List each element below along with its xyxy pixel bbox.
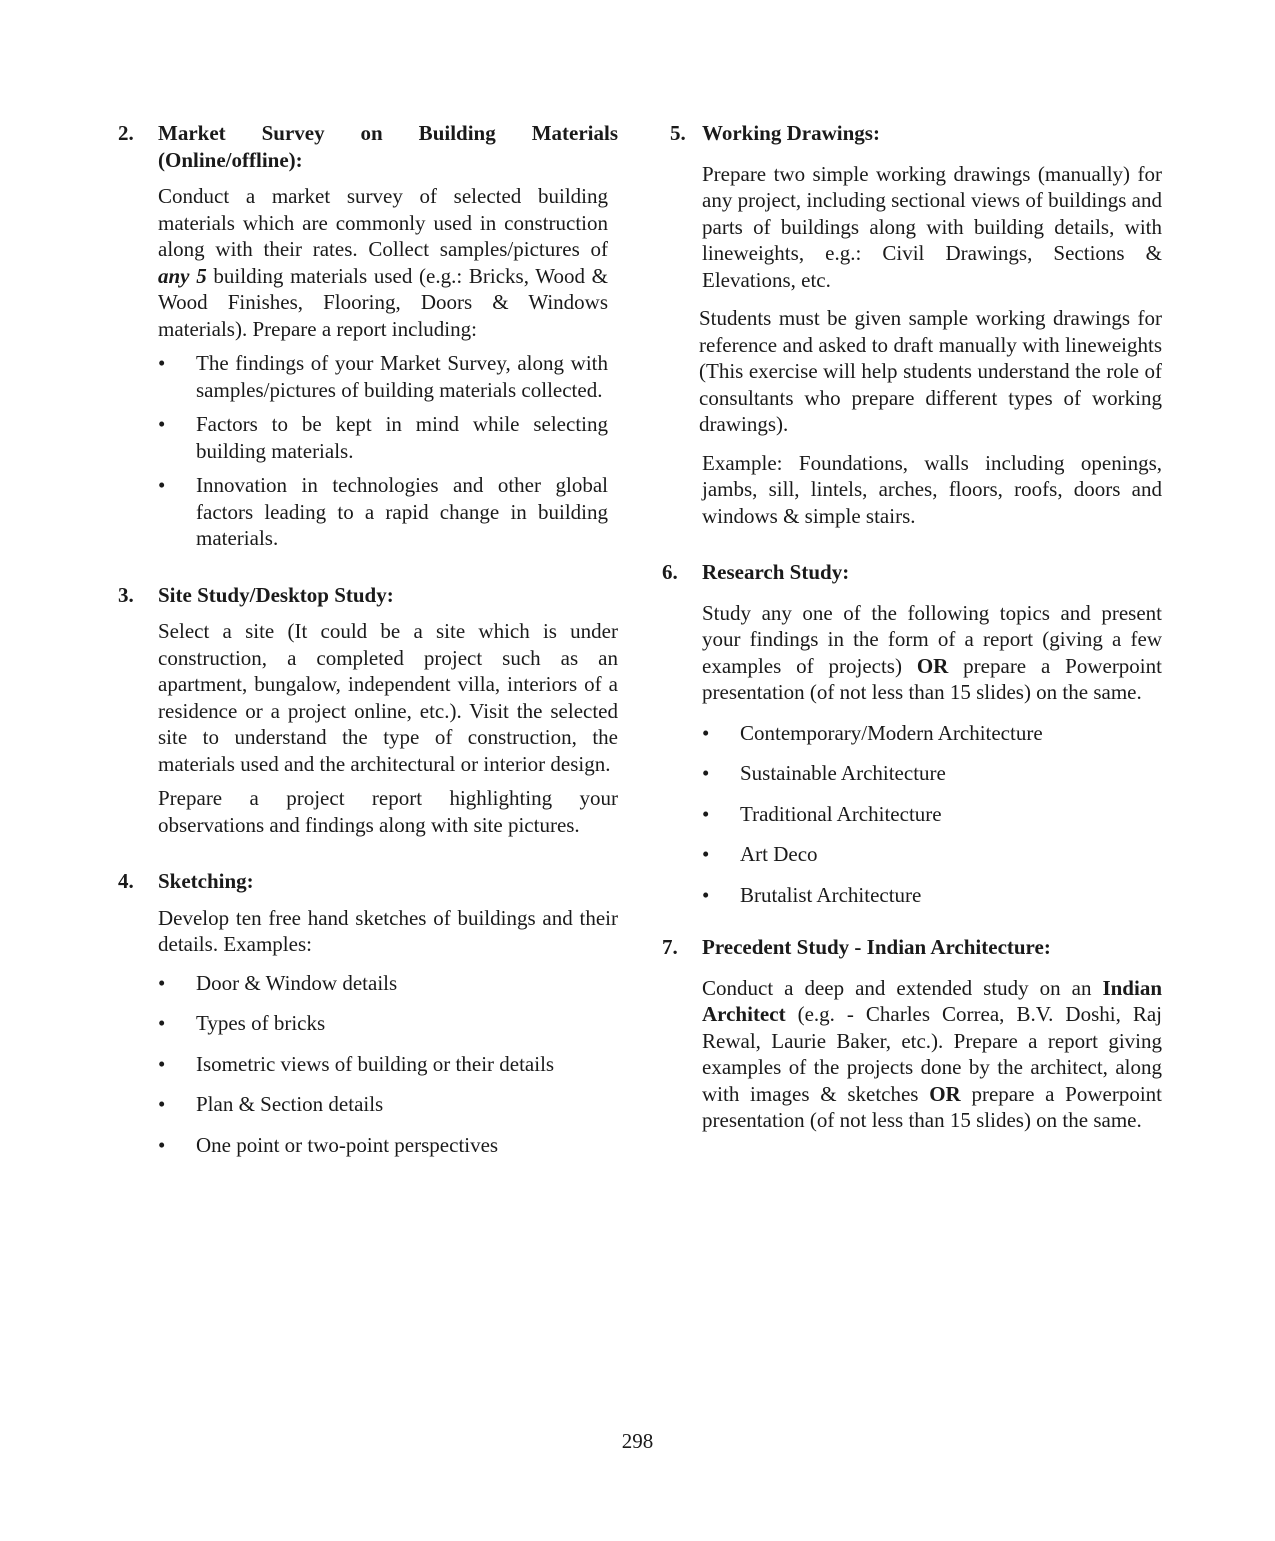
list-item-text: Plan & Section details <box>196 1092 384 1116</box>
bullet-icon: • <box>158 473 166 497</box>
bullet-icon: • <box>158 1011 166 1035</box>
emphasis-text: OR <box>929 1081 961 1106</box>
list-item <box>702 882 1162 909</box>
section-precedent-study <box>662 934 1162 1134</box>
bullet-list <box>158 970 618 1159</box>
section-number: 3. <box>118 582 134 607</box>
section-market-survey <box>118 120 618 552</box>
section-title: Precedent Study - Indian Architecture: <box>702 935 1051 959</box>
section-site-study <box>118 582 618 839</box>
section-number: 7. <box>662 935 678 959</box>
list-item <box>158 1010 618 1037</box>
section-paragraph: Select a site (It could be a site which is under construction, a completed project such as an apartment, bungalow, independent villa, interiors of a residence or a project online, etc.). Visit the selected site to understand the type of construction, the materials used and the architectural or interior design. <box>158 619 618 776</box>
section-paragraph <box>702 975 1162 1134</box>
text-run: building materials used (e.g.: Bricks, Wood & Wood Finishes, Flooring, Doors & Windows materials). Prepare a report including: <box>158 263 608 341</box>
list-item-text: Contemporary/Modern Architecture <box>740 720 1043 745</box>
left-column <box>118 120 618 1180</box>
list-item-text: Innovation in technologies and other global factors leading to a rapid change in building materials. <box>196 473 608 550</box>
emphasis-text: OR <box>916 653 949 678</box>
section-paragraph: Develop ten free hand sketches of buildings and their details. Examples: <box>158 905 618 956</box>
bullet-icon: • <box>702 761 710 785</box>
list-item <box>702 720 1162 747</box>
section-paragraph: Prepare a project report highlighting your observations and findings along with site pictures. <box>158 786 618 837</box>
list-item-text: Art Deco <box>740 842 818 866</box>
section-number: 2. <box>118 121 134 145</box>
section-research-study <box>662 559 1162 908</box>
bullet-icon: • <box>158 1051 166 1076</box>
text-run: Conduct a deep and extended study on an <box>702 975 1103 1000</box>
text-run: prepare a Powerpoint presentation (of not less than 15 slides) on the same. <box>702 653 1162 704</box>
section-number: 6. <box>662 560 678 584</box>
bullet-icon: • <box>702 801 710 826</box>
section-number: 4. <box>118 869 134 893</box>
list-item-text: One point or two-point perspectives <box>196 1132 499 1157</box>
bullet-list <box>158 350 608 552</box>
section-paragraph: Students must be given sample working drawings for reference and asked to draft manually with lineweights (This exercise will help students understand the role of consultants who prepare different types of working drawings). <box>699 306 1162 436</box>
list-item <box>158 970 618 997</box>
text-run: Conduct a market survey of selected building materials which are commonly used in construction along with their rates. Collect samples/pictures of <box>158 184 608 261</box>
text-run: (e.g. - Charles Correa, B.V. Doshi, Raj Rewal, Laurie Baker, etc.). Prepare a report giving examples of the projects done by the architect, along with images & sketches <box>702 1002 1162 1106</box>
list-item <box>158 350 608 403</box>
list-item-text: Isometric views of building or their details <box>196 1051 555 1076</box>
list-item-text: The findings of your Market Survey, along with samples/pictures of building materials collected. <box>196 351 608 402</box>
emphasis-text: Indian Architect <box>702 975 1162 1026</box>
list-item <box>702 841 1162 868</box>
section-number: 5. <box>670 121 686 145</box>
text-run: Study any one of the following topics and present your findings in the form of a report (giving a few examples of projects) <box>702 600 1162 678</box>
list-item <box>158 1091 618 1118</box>
list-item-text: Brutalist Architecture <box>740 882 922 907</box>
list-item <box>158 472 608 552</box>
list-item-text: Traditional Architecture <box>740 801 942 826</box>
bullet-icon: • <box>158 412 166 436</box>
list-item-text: Factors to be kept in mind while selecting building materials. <box>196 412 608 463</box>
section-paragraph <box>702 600 1162 706</box>
bullet-icon: • <box>702 882 710 907</box>
right-column <box>662 120 1162 1156</box>
list-item-text: Types of bricks <box>196 1011 326 1035</box>
bullet-icon: • <box>158 1132 166 1157</box>
section-working-drawings <box>662 120 1162 529</box>
bullet-icon: • <box>158 1092 166 1116</box>
section-title: Market Survey on Building Materials (Online/offline): <box>158 121 618 172</box>
emphasis-text: any 5 <box>158 263 207 288</box>
list-item-text: Sustainable Architecture <box>740 761 946 785</box>
bullet-icon: • <box>702 842 710 866</box>
list-item-text: Door & Window details <box>196 970 398 995</box>
page-number: 298 <box>621 1429 654 1453</box>
bullet-icon: • <box>702 720 710 745</box>
bullet-icon: • <box>158 970 166 995</box>
section-title: Sketching: <box>158 869 254 893</box>
list-item <box>158 411 608 464</box>
list-item <box>158 1051 618 1078</box>
section-title: Working Drawings: <box>702 121 880 145</box>
section-paragraph <box>158 183 608 342</box>
section-paragraph: Prepare two simple working drawings (manually) for any project, including sectional views of buildings and parts of buildings along with building details, with lineweights, e.g.: Civil Drawings, Sections & Elevations, etc. <box>702 161 1162 292</box>
section-title: Research Study: <box>702 560 850 584</box>
list-item <box>158 1132 618 1159</box>
section-sketching <box>118 868 618 1158</box>
section-title: Site Study/Desktop Study: <box>158 582 394 607</box>
text-run: prepare a Powerpoint presentation (of not less than 15 slides) on the same. <box>702 1081 1162 1132</box>
list-item <box>702 760 1162 787</box>
list-item <box>702 801 1162 828</box>
bullet-list <box>702 720 1162 909</box>
bullet-icon: • <box>158 351 166 375</box>
section-paragraph: Example: Foundations, walls including openings, jambs, sill, lintels, arches, floors, roofs, doors and windows & simple stairs. <box>702 450 1162 528</box>
